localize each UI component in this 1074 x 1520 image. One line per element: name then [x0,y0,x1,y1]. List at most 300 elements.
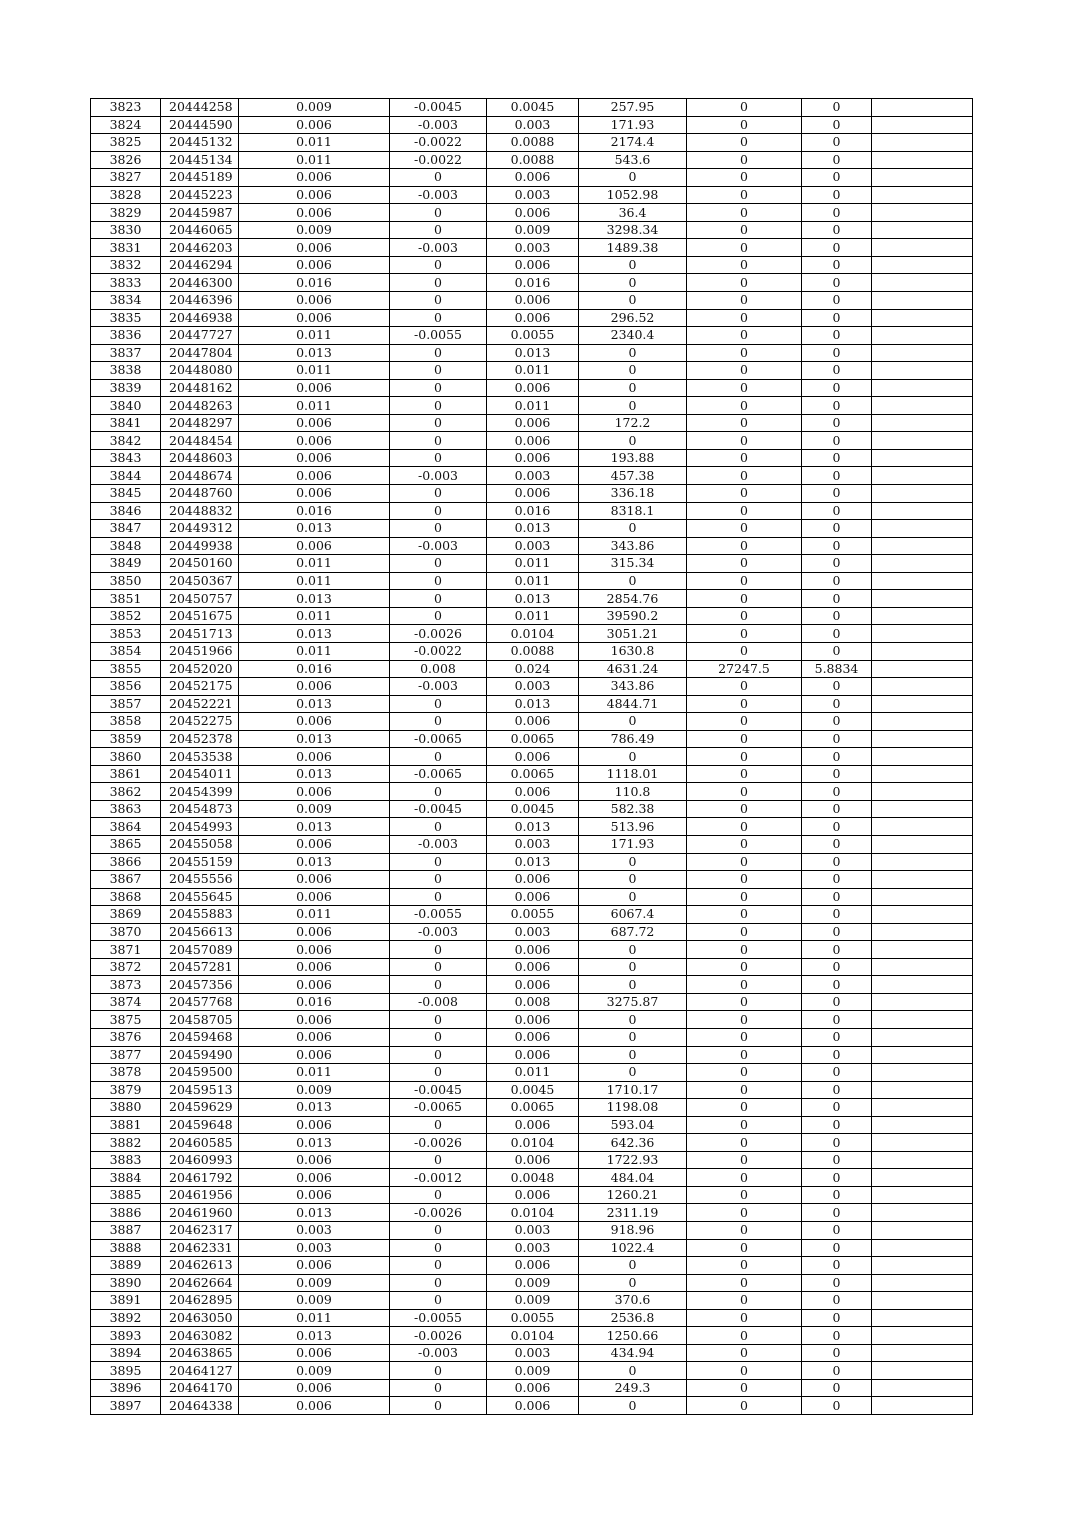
value-a-cell: 0.006 [239,888,390,906]
record-id-cell: 20461792 [161,1169,239,1187]
record-id-cell: 20454399 [161,783,239,801]
row-index-cell: 3857 [91,695,161,713]
value-a-cell: 0.013 [239,625,390,643]
value-c-cell: 0.006 [487,958,579,976]
value-d-cell: 0 [687,765,802,783]
amount-cell: 593.04 [579,1116,687,1134]
table-row [91,397,973,415]
empty-cell-cell [872,1064,973,1082]
row-index-cell: 3886 [91,1204,161,1222]
value-b-cell: 0 [390,1046,487,1064]
record-id-cell: 20464127 [161,1362,239,1380]
value-c-cell: 0.016 [487,274,579,292]
table-row [91,835,973,853]
value-b-cell: 0 [390,502,487,520]
value-b-cell: -0.0026 [390,1204,487,1222]
amount-cell: 296.52 [579,309,687,327]
row-index-cell: 3844 [91,467,161,485]
record-id-cell: 20448832 [161,502,239,520]
amount-cell: 193.88 [579,449,687,467]
value-d-cell: 0 [687,1116,802,1134]
value-b-cell: 0 [390,379,487,397]
amount-cell: 0 [579,397,687,415]
value-a-cell: 0.003 [239,1239,390,1257]
amount-cell: 0 [579,169,687,187]
value-b-cell: 0 [390,1239,487,1257]
value-d-cell: 0 [687,1204,802,1222]
value-c-cell: 0.013 [487,853,579,871]
value-d-cell: 0 [687,1081,802,1099]
empty-cell-cell [872,344,973,362]
row-index-cell: 3850 [91,572,161,590]
value-c-cell: 0.006 [487,1028,579,1046]
value-c-cell: 0.006 [487,1186,579,1204]
value-b-cell: -0.003 [390,1344,487,1362]
value-c-cell: 0.003 [487,467,579,485]
row-index-cell: 3861 [91,765,161,783]
record-id-cell: 20446938 [161,309,239,327]
amount-cell: 1630.8 [579,642,687,660]
table-row [91,871,973,889]
amount-cell: 8318.1 [579,502,687,520]
record-id-cell: 20457768 [161,993,239,1011]
row-index-cell: 3831 [91,239,161,257]
table-row [91,607,973,625]
record-id-cell: 20463050 [161,1309,239,1327]
value-e-cell: 0 [802,292,872,310]
table-row [91,660,973,678]
value-b-cell: 0 [390,1222,487,1240]
value-e-cell: 0 [802,502,872,520]
row-index-cell: 3834 [91,292,161,310]
empty-cell-cell [872,993,973,1011]
record-id-cell: 20457281 [161,958,239,976]
row-index-cell: 3895 [91,1362,161,1380]
row-index-cell: 3846 [91,502,161,520]
value-a-cell: 0.009 [239,1292,390,1310]
value-d-cell: 0 [687,116,802,134]
value-d-cell: 27247.5 [687,660,802,678]
value-c-cell: 0.006 [487,871,579,889]
value-d-cell: 0 [687,888,802,906]
record-id-cell: 20446300 [161,274,239,292]
value-d-cell: 0 [687,590,802,608]
value-e-cell: 0 [802,1274,872,1292]
value-a-cell: 0.006 [239,783,390,801]
row-index-cell: 3859 [91,730,161,748]
record-id-cell: 20452221 [161,695,239,713]
value-e-cell: 0 [802,309,872,327]
row-index-cell: 3860 [91,748,161,766]
table-row [91,1186,973,1204]
row-index-cell: 3845 [91,485,161,503]
table-row [91,309,973,327]
value-a-cell: 0.009 [239,1274,390,1292]
record-id-cell: 20456613 [161,923,239,941]
value-b-cell: 0 [390,976,487,994]
value-c-cell: 0.006 [487,783,579,801]
amount-cell: 457.38 [579,467,687,485]
table-row [91,572,973,590]
amount-cell: 0 [579,362,687,380]
amount-cell: 434.94 [579,1344,687,1362]
empty-cell-cell [872,1239,973,1257]
value-a-cell: 0.013 [239,818,390,836]
amount-cell: 0 [579,958,687,976]
record-id-cell: 20454993 [161,818,239,836]
record-id-cell: 20464170 [161,1379,239,1397]
empty-cell-cell [872,1292,973,1310]
value-e-cell: 0 [802,449,872,467]
value-c-cell: 0.009 [487,1362,579,1380]
value-c-cell: 0.0055 [487,1309,579,1327]
empty-cell-cell [872,625,973,643]
row-index-cell: 3838 [91,362,161,380]
amount-cell: 4844.71 [579,695,687,713]
value-a-cell: 0.006 [239,449,390,467]
row-index-cell: 3825 [91,134,161,152]
empty-cell-cell [872,1327,973,1345]
value-e-cell: 0 [802,572,872,590]
amount-cell: 1260.21 [579,1186,687,1204]
value-a-cell: 0.006 [239,958,390,976]
value-d-cell: 0 [687,1362,802,1380]
value-e-cell: 0 [802,1292,872,1310]
record-id-cell: 20459629 [161,1099,239,1117]
amount-cell: 2340.4 [579,327,687,345]
table-row [91,1064,973,1082]
table-row [91,292,973,310]
value-b-cell: -0.0045 [390,800,487,818]
value-b-cell: 0 [390,1064,487,1082]
value-a-cell: 0.006 [239,186,390,204]
value-a-cell: 0.011 [239,572,390,590]
value-c-cell: 0.006 [487,1379,579,1397]
value-a-cell: 0.003 [239,1222,390,1240]
value-c-cell: 0.0045 [487,1081,579,1099]
value-a-cell: 0.006 [239,537,390,555]
value-c-cell: 0.009 [487,221,579,239]
row-index-cell: 3885 [91,1186,161,1204]
table-row [91,818,973,836]
empty-cell-cell [872,1099,973,1117]
value-e-cell: 0 [802,169,872,187]
empty-cell-cell [872,818,973,836]
value-a-cell: 0.013 [239,1099,390,1117]
value-a-cell: 0.011 [239,327,390,345]
empty-cell-cell [872,1222,973,1240]
amount-cell: 2311.19 [579,1204,687,1222]
row-index-cell: 3887 [91,1222,161,1240]
value-e-cell: 0 [802,1204,872,1222]
table-row [91,432,973,450]
value-c-cell: 0.006 [487,449,579,467]
value-b-cell: -0.0022 [390,151,487,169]
value-a-cell: 0.013 [239,520,390,538]
amount-cell: 2536.8 [579,1309,687,1327]
row-index-cell: 3824 [91,116,161,134]
value-d-cell: 0 [687,1344,802,1362]
value-d-cell: 0 [687,414,802,432]
value-e-cell: 0 [802,467,872,485]
value-d-cell: 0 [687,169,802,187]
record-id-cell: 20445134 [161,151,239,169]
table-row [91,1292,973,1310]
table-row [91,590,973,608]
amount-cell: 0 [579,888,687,906]
value-d-cell: 0 [687,923,802,941]
value-e-cell: 0 [802,1028,872,1046]
value-d-cell: 0 [687,1064,802,1082]
record-id-cell: 20445132 [161,134,239,152]
table-row [91,1379,973,1397]
value-e-cell: 5.8834 [802,660,872,678]
value-c-cell: 0.0104 [487,1204,579,1222]
value-c-cell: 0.011 [487,555,579,573]
value-d-cell: 0 [687,1151,802,1169]
value-c-cell: 0.003 [487,116,579,134]
value-a-cell: 0.006 [239,1046,390,1064]
empty-cell-cell [872,1011,973,1029]
value-c-cell: 0.003 [487,835,579,853]
amount-cell: 513.96 [579,818,687,836]
empty-cell-cell [872,485,973,503]
value-c-cell: 0.003 [487,537,579,555]
value-c-cell: 0.011 [487,362,579,380]
empty-cell-cell [872,1362,973,1380]
record-id-cell: 20462317 [161,1222,239,1240]
value-c-cell: 0.011 [487,397,579,415]
amount-cell: 786.49 [579,730,687,748]
table-row [91,1028,973,1046]
record-id-cell: 20448162 [161,379,239,397]
empty-cell-cell [872,292,973,310]
value-b-cell: 0 [390,1257,487,1275]
table-row [91,1134,973,1152]
row-index-cell: 3862 [91,783,161,801]
amount-cell: 0 [579,1362,687,1380]
value-c-cell: 0.006 [487,713,579,731]
value-c-cell: 0.013 [487,590,579,608]
value-c-cell: 0.008 [487,993,579,1011]
value-e-cell: 0 [802,379,872,397]
empty-cell-cell [872,1134,973,1152]
amount-cell: 0 [579,1046,687,1064]
table-row [91,888,973,906]
record-id-cell: 20462664 [161,1274,239,1292]
value-d-cell: 0 [687,397,802,415]
value-d-cell: 0 [687,485,802,503]
empty-cell-cell [872,221,973,239]
value-e-cell: 0 [802,186,872,204]
value-a-cell: 0.006 [239,1186,390,1204]
value-d-cell: 0 [687,818,802,836]
record-id-cell: 20451675 [161,607,239,625]
value-c-cell: 0.0104 [487,1327,579,1345]
value-b-cell: 0 [390,1292,487,1310]
value-e-cell: 0 [802,204,872,222]
value-a-cell: 0.006 [239,432,390,450]
value-d-cell: 0 [687,256,802,274]
table-row [91,1151,973,1169]
row-index-cell: 3830 [91,221,161,239]
amount-cell: 0 [579,292,687,310]
value-b-cell: -0.003 [390,239,487,257]
value-d-cell: 0 [687,678,802,696]
table-row [91,169,973,187]
amount-cell: 1722.93 [579,1151,687,1169]
empty-cell-cell [872,853,973,871]
value-e-cell: 0 [802,221,872,239]
value-b-cell: -0.0055 [390,1309,487,1327]
empty-cell-cell [872,783,973,801]
empty-cell-cell [872,99,973,117]
record-id-cell: 20447804 [161,344,239,362]
table-row [91,362,973,380]
row-index-cell: 3842 [91,432,161,450]
record-id-cell: 20449312 [161,520,239,538]
table-row [91,906,973,924]
value-b-cell: 0 [390,204,487,222]
value-b-cell: 0 [390,783,487,801]
row-index-cell: 3826 [91,151,161,169]
value-b-cell: 0 [390,572,487,590]
record-id-cell: 20462613 [161,1257,239,1275]
amount-cell: 543.6 [579,151,687,169]
value-a-cell: 0.016 [239,274,390,292]
amount-cell: 171.93 [579,835,687,853]
value-e-cell: 0 [802,800,872,818]
value-b-cell: 0 [390,256,487,274]
value-e-cell: 0 [802,485,872,503]
value-d-cell: 0 [687,783,802,801]
table-row [91,1397,973,1415]
empty-cell-cell [872,1169,973,1187]
table-row [91,1274,973,1292]
value-e-cell: 0 [802,871,872,889]
empty-cell-cell [872,414,973,432]
value-c-cell: 0.0104 [487,1134,579,1152]
record-id-cell: 20455159 [161,853,239,871]
empty-cell-cell [872,888,973,906]
record-id-cell: 20448674 [161,467,239,485]
value-a-cell: 0.011 [239,906,390,924]
amount-cell: 336.18 [579,485,687,503]
row-index-cell: 3837 [91,344,161,362]
amount-cell: 0 [579,941,687,959]
row-index-cell: 3875 [91,1011,161,1029]
value-b-cell: 0 [390,414,487,432]
value-c-cell: 0.024 [487,660,579,678]
value-b-cell: 0 [390,274,487,292]
row-index-cell: 3823 [91,99,161,117]
value-a-cell: 0.006 [239,1169,390,1187]
record-id-cell: 20452275 [161,713,239,731]
value-a-cell: 0.013 [239,765,390,783]
value-d-cell: 0 [687,327,802,345]
value-b-cell: 0 [390,713,487,731]
row-index-cell: 3840 [91,397,161,415]
amount-cell: 0 [579,572,687,590]
row-index-cell: 3874 [91,993,161,1011]
value-c-cell: 0.011 [487,1064,579,1082]
table-row [91,941,973,959]
value-a-cell: 0.013 [239,730,390,748]
data-table [90,98,973,1415]
record-id-cell: 20450757 [161,590,239,608]
value-b-cell: -0.003 [390,678,487,696]
empty-cell-cell [872,555,973,573]
row-index-cell: 3877 [91,1046,161,1064]
amount-cell: 315.34 [579,555,687,573]
value-e-cell: 0 [802,730,872,748]
empty-cell-cell [872,239,973,257]
value-b-cell: 0 [390,449,487,467]
empty-cell-cell [872,923,973,941]
value-c-cell: 0.006 [487,888,579,906]
value-b-cell: 0.008 [390,660,487,678]
value-d-cell: 0 [687,520,802,538]
value-e-cell: 0 [802,642,872,660]
amount-cell: 36.4 [579,204,687,222]
value-b-cell: 0 [390,695,487,713]
amount-cell: 0 [579,1028,687,1046]
value-e-cell: 0 [802,1116,872,1134]
row-index-cell: 3883 [91,1151,161,1169]
row-index-cell: 3888 [91,1239,161,1257]
value-e-cell: 0 [802,432,872,450]
value-c-cell: 0.0048 [487,1169,579,1187]
value-a-cell: 0.009 [239,221,390,239]
amount-cell: 2174.4 [579,134,687,152]
table-row [91,1257,973,1275]
empty-cell-cell [872,1028,973,1046]
table-row [91,748,973,766]
table-row [91,1046,973,1064]
value-d-cell: 0 [687,572,802,590]
empty-cell-cell [872,941,973,959]
empty-cell-cell [872,204,973,222]
value-b-cell: 0 [390,958,487,976]
amount-cell: 0 [579,274,687,292]
value-c-cell: 0.0065 [487,1099,579,1117]
row-index-cell: 3892 [91,1309,161,1327]
empty-cell-cell [872,958,973,976]
row-index-cell: 3871 [91,941,161,959]
value-c-cell: 0.003 [487,1344,579,1362]
value-c-cell: 0.003 [487,1222,579,1240]
record-id-cell: 20458705 [161,1011,239,1029]
amount-cell: 3051.21 [579,625,687,643]
value-b-cell: 0 [390,292,487,310]
amount-cell: 1250.66 [579,1327,687,1345]
table-row [91,1239,973,1257]
amount-cell: 370.6 [579,1292,687,1310]
value-b-cell: 0 [390,1116,487,1134]
value-e-cell: 0 [802,397,872,415]
value-a-cell: 0.011 [239,134,390,152]
value-a-cell: 0.013 [239,853,390,871]
value-d-cell: 0 [687,221,802,239]
table-row [91,1222,973,1240]
value-e-cell: 0 [802,923,872,941]
value-c-cell: 0.006 [487,169,579,187]
value-b-cell: -0.0026 [390,1134,487,1152]
value-d-cell: 0 [687,467,802,485]
value-d-cell: 0 [687,835,802,853]
table-row [91,327,973,345]
value-a-cell: 0.006 [239,1397,390,1415]
